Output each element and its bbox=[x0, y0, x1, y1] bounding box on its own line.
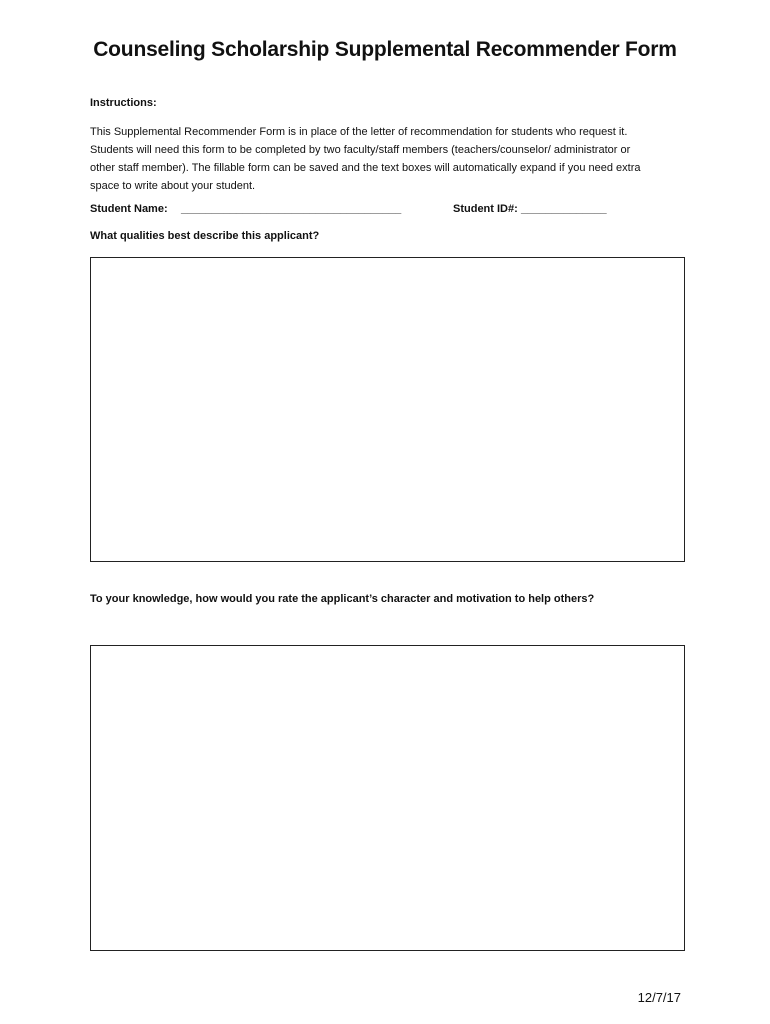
instructions-line: space to write about your student. bbox=[90, 180, 256, 192]
student-name-field[interactable]: ____________________________________ bbox=[181, 203, 402, 215]
qualities-answer-box[interactable] bbox=[90, 257, 685, 562]
instructions-text bbox=[90, 123, 690, 195]
student-id-label: Student ID#: bbox=[453, 203, 518, 215]
footer-date: 12/7/17 bbox=[637, 990, 681, 1005]
question-character-motivation: To your knowledge, how would you rate the applicant’s character and motivation to help others? bbox=[90, 593, 595, 605]
instructions-heading: Instructions: bbox=[90, 97, 157, 109]
question-qualities: What qualities best describe this applicant? bbox=[90, 230, 320, 242]
student-info-row bbox=[90, 203, 690, 219]
instructions-line: Students will need this form to be completed by two faculty/staff members (teachers/counselor/ administrator or bbox=[90, 144, 631, 156]
page-title: Counseling Scholarship Supplemental Recommender Form bbox=[93, 38, 677, 61]
instructions-line: This Supplemental Recommender Form is in place of the letter of recommendation for students who request it. bbox=[90, 126, 628, 138]
instructions-line: other staff member). The fillable form can be saved and the text boxes will automatically expand if you need extra bbox=[90, 162, 641, 174]
student-id-field[interactable]: ______________ bbox=[521, 203, 607, 215]
character-answer-box[interactable] bbox=[90, 645, 685, 951]
student-name-label: Student Name: bbox=[90, 203, 168, 215]
